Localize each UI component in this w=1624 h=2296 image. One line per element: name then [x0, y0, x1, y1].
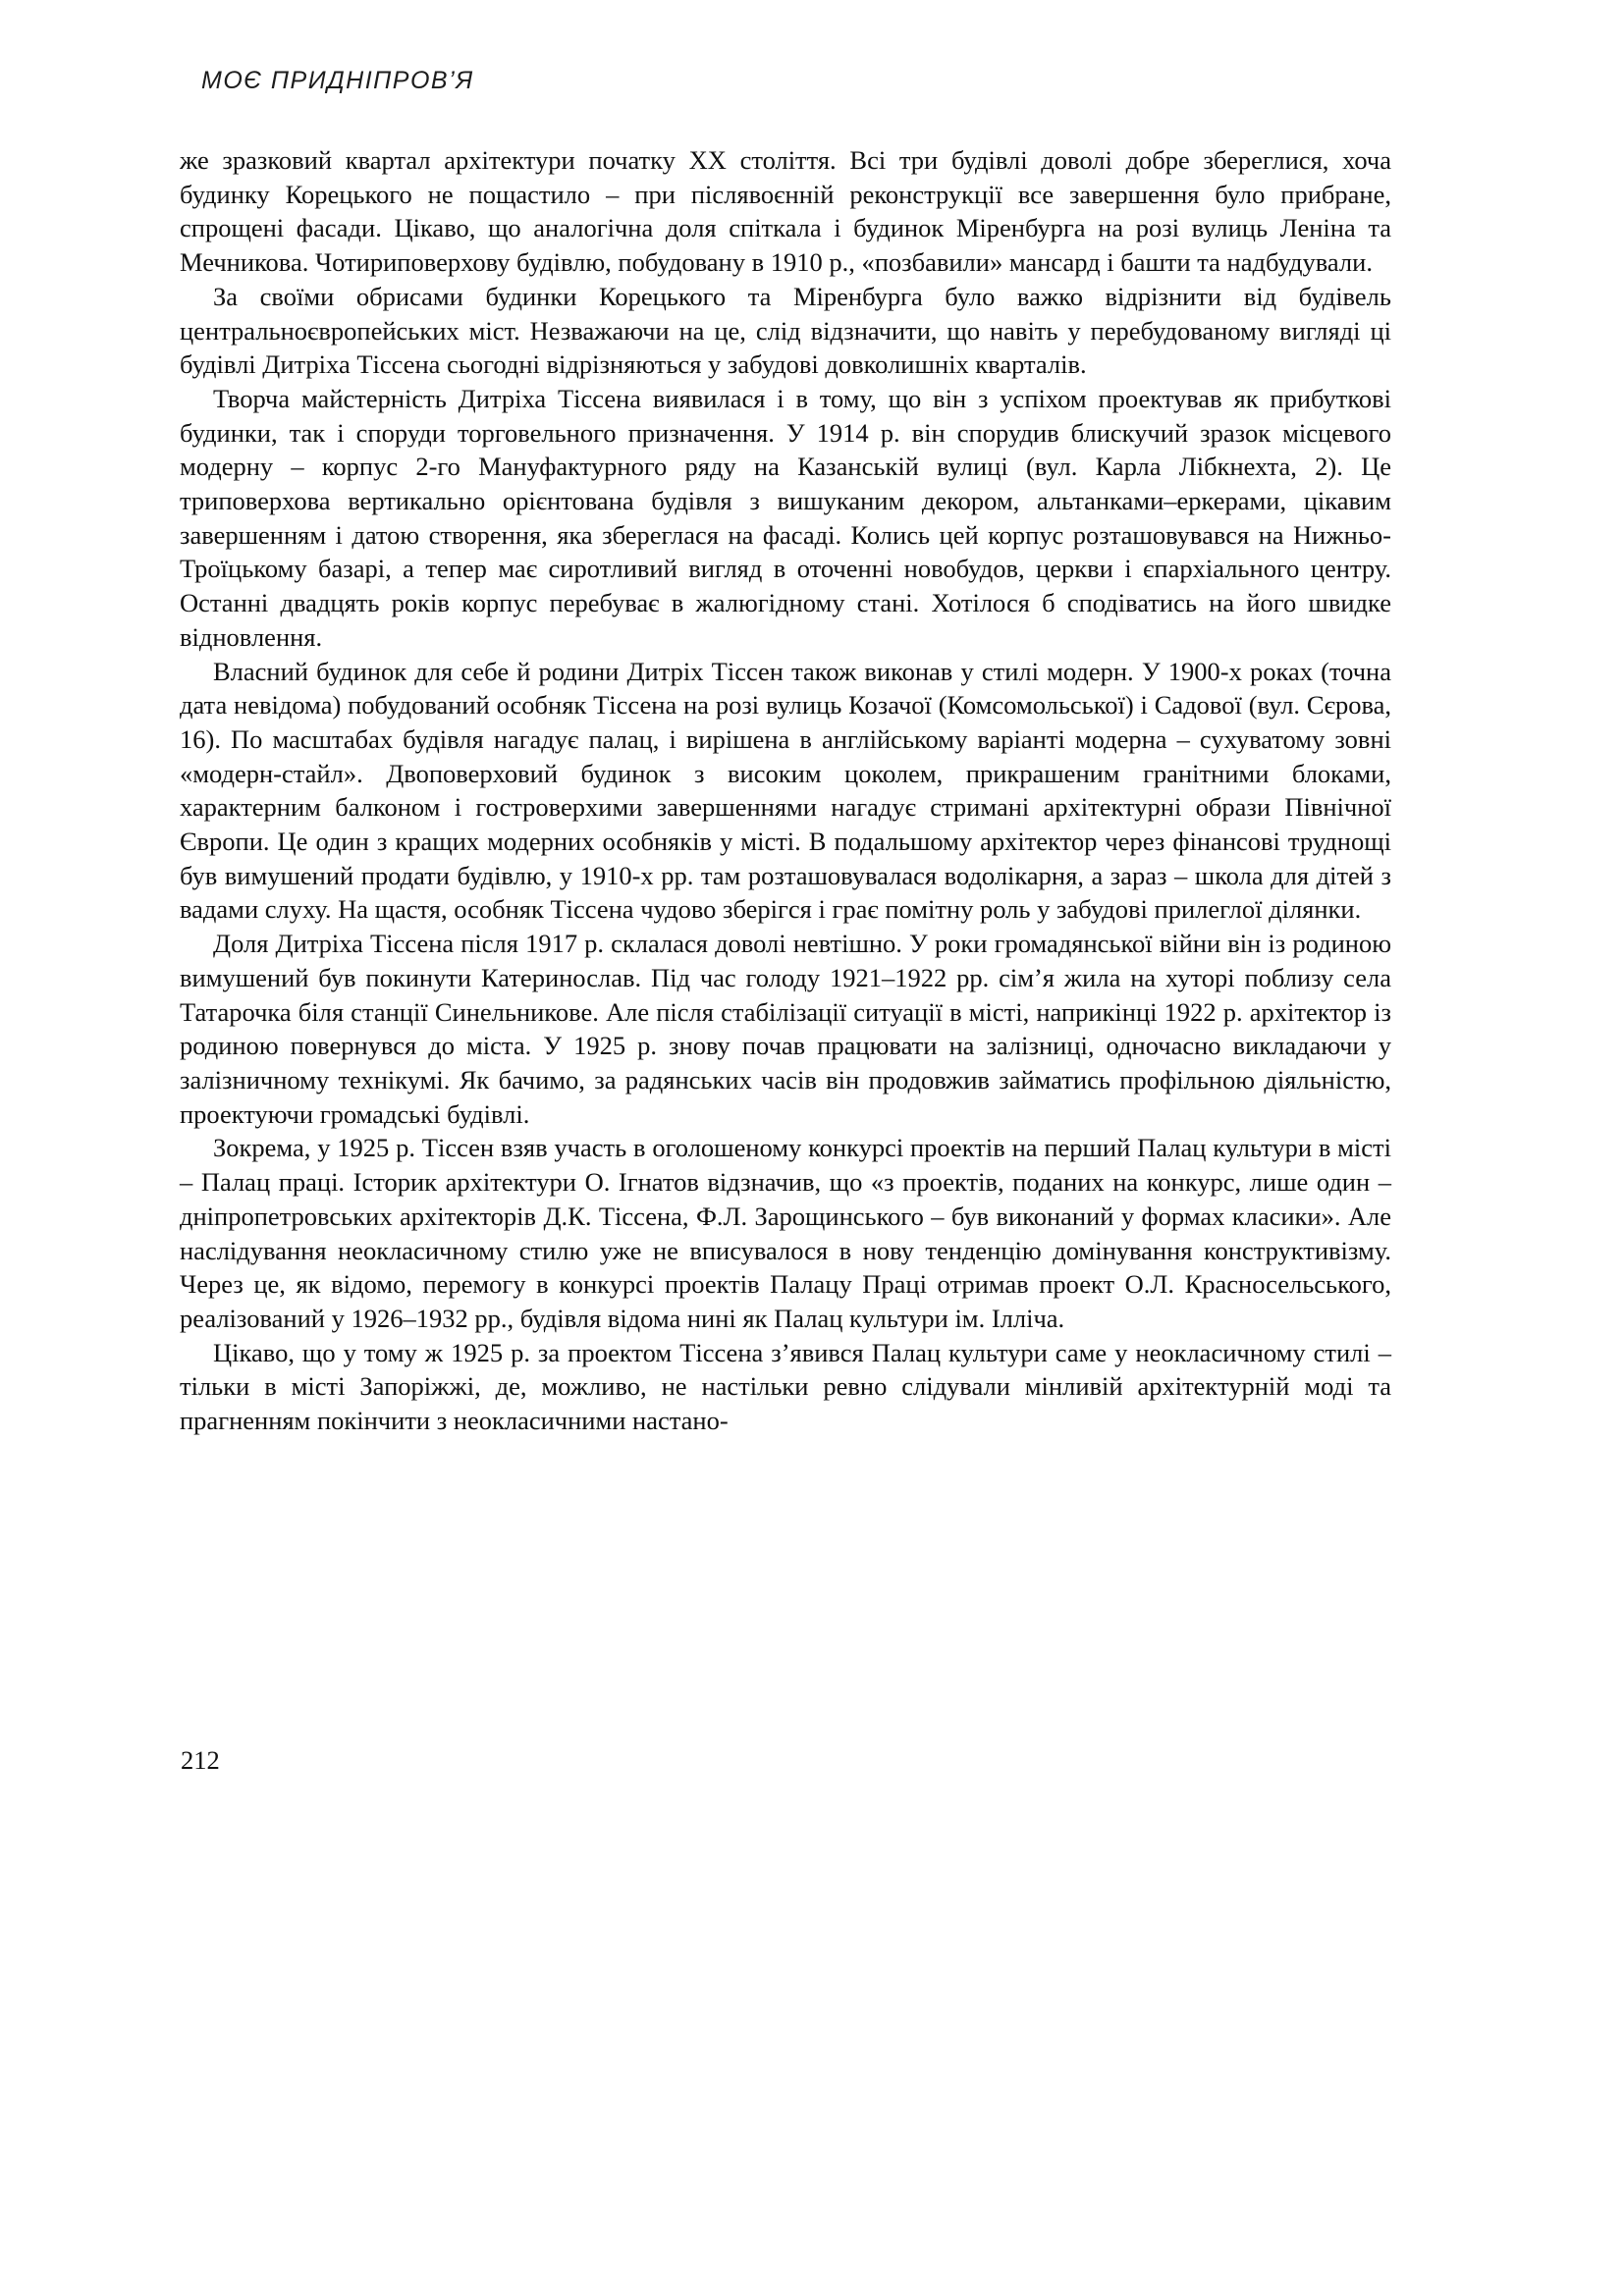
paragraph-continuation: же зразковий квартал архітектури початку XX століття. Всі три будівлі доволі добре збереглися, хоча будинку Корецького не пощастило – при післявоєнній реконструкції все завершення було прибране, спрощені фасади. Цікаво, що аналогічна доля спіткала і будинок Міренбурга на розі вулиць Леніна та Мечникова. Чотириповерхову будівлю, побудовану в 1910 р., «позбавили» мансард і башти та надбудували.	[180, 145, 1391, 278]
body-text	[180, 143, 1391, 1438]
running-header: МОЄ ПРИДНІПРОВ’Я	[201, 67, 474, 94]
paragraph: Доля Дитріха Тіссена після 1917 р. склалася доволі невтішно. У роки громадянської війни він із родиною вимушений був покинути Катеринослав. Під час голоду 1921–1922 рр. сім’я жила на хуторі поблизу села Татарочка біля станції Синельникове. Але після стабілізації ситуації в місті, наприкінці 1922 р. архітектор із родиною повернувся до міста. У 1925 р. знову почав працювати на залізниці, одночасно викладаючи у залізничному технікумі. Як бачимо, за радянських часів він продовжив займатись профільною діяльністю, проектуючи громадські будівлі.	[180, 929, 1391, 1129]
paragraph: Зокрема, у 1925 р. Тіссен взяв участь в оголошеному конкурсі проектів на перший Палац культури в місті – Палац праці. Історик архітектури О. Ігнатов відзначив, що «з проектів, поданих на конкурс, лише один – дніпропетровських архітекторів Д.К. Тіссена, Ф.Л. Зарощинського – був виконаний у формах класики». Але наслідування неокласичному стилю уже не вписувалося в нову тенденцію домінування конструктивізму. Через це, як відомо, перемогу в конкурсі проектів Палацу Праці отримав проект О.Л. Красносельського, реалізований у 1926–1932 рр., будівля відома нині як Палац культури ім. Ілліча.	[180, 1133, 1391, 1333]
paragraph: За своїми обрисами будинки Корецького та Міренбурга було важко відрізнити від будівель центральноєвропейських міст. Незважаючи на це, слід відзначити, що навіть у перебудованому вигляді ці будівлі Дитріха Тіссена сьогодні відрізняються у забудові довколишніх кварталів.	[180, 281, 1391, 380]
paragraph-hyphen-break: Цікаво, що у тому ж 1925 р. за проектом Тіссена з’явився Палац культури саме у неокласичному стилі – тільки в місті Запоріжжі, де, можливо, не настільки ревно слідували мінливій архітектурній моді та прагненням покінчити з неокласичними настано-	[180, 1337, 1391, 1436]
paragraph: Творча майстерність Дитріха Тіссена виявилася і в тому, що він з успіхом проектував як прибуткові будинки, так і споруди торговельного призначення. У 1914 р. він спорудив блискучий зразок місцевого модерну – корпус 2-го Мануфактурного ряду на Казанській вулиці (вул. Карла Лібкнехта, 2). Це триповерхова вертикально орієнтована будівля з вишуканим декором, альтанками–еркерами, цікавим завершенням і датою створення, яка збереглася на фасаді. Колись цей корпус розташовувався на Нижньо-Троїцькому базарі, а тепер має сиротливий вигляд в оточенні новобудов, церкви і єпархіального центру. Останні двадцять років корпус перебуває в жалюгідному стані. Хотілося б сподіватись на його швидке відновлення.	[180, 383, 1391, 652]
page-number: 212	[181, 1745, 220, 1775]
paragraph: Власний будинок для себе й родини Дитріх Тіссен також виконав у стилі модерн. У 1900-х роках (точна дата невідома) побудований особняк Тіссена на розі вулиць Козачої (Комсомольської) і Садової (вул. Сєрова, 16). По масштабах будівля нагадує палац, і вирішена в англійському варіанті модерна – сухуватому зовні «модерн-стайл». Двоповерховий будинок з високим цоколем, прикрашеним гранітними блоками, характерним балконом і гостроверхими завершеннями нагадує стримані архітектурні образи Північної Європи. Це один з кращих модерних особняків у місті. В подальшому архітектор через фінансові труднощі був вимушений продати будівлю, у 1910-х рр. там розташовувалася водолікарня, а зараз – школа для дітей з вадами слуху. На щастя, особняк Тіссена чудово зберігся і грає помітну роль у забудові прилеглої ділянки.	[180, 656, 1391, 925]
